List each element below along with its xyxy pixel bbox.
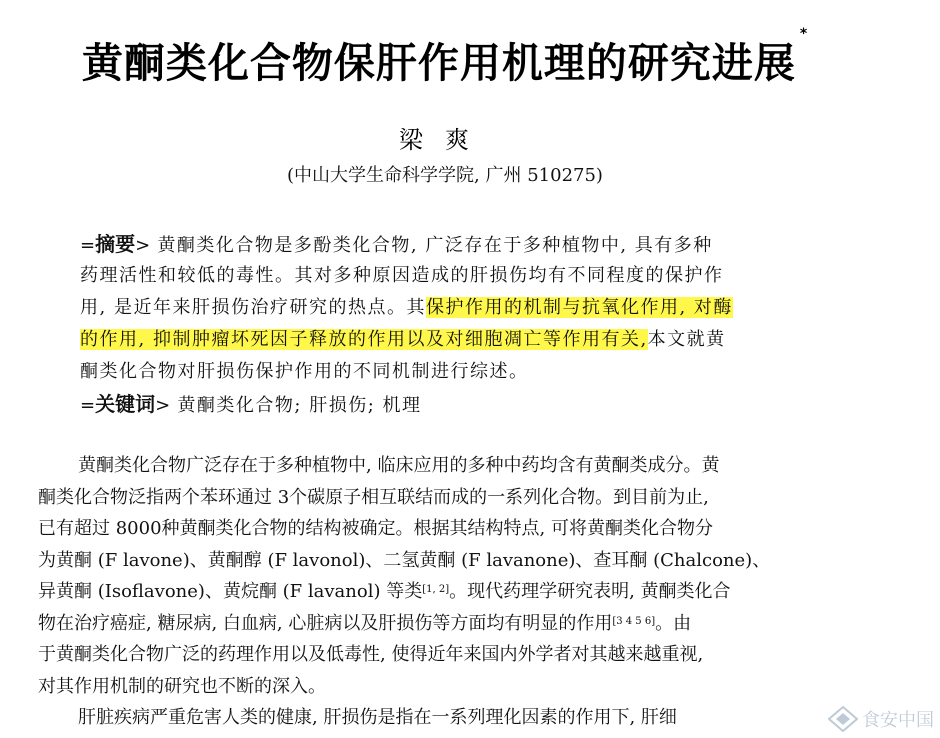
- body-text: 为黄酮 (F lavone)、黄酮醇 (F lavonol)、二氢黄酮 (F lavanone)、查耳酮 (Chalcone)、: [38, 549, 771, 571]
- highlighted-text: 保护作用的机制与抗氧化作用, 对酶: [425, 297, 733, 318]
- body-text: 已有超过 8000种黄酮类化合物的结构被确定。根据其结构特点, 可将黄酮类化合物分: [38, 518, 713, 539]
- abstract-line: [80, 324, 840, 356]
- title-footnote-mark: *: [799, 26, 809, 42]
- body-text: 物在治疗癌症, 糖尿病, 白血病, 心脏病以及肝损伤等方面均有明显的作用: [38, 612, 613, 634]
- body-line: [38, 671, 868, 703]
- body-line: [38, 639, 868, 671]
- author-affiliation: (中山大学生命科学学院, 广州 510275): [287, 165, 603, 186]
- body-text: 于黄酮类化合物广泛的药理作用以及低毒性, 使得近年来国内外学者对其越来越重视,: [38, 644, 704, 665]
- body-text: 。由: [655, 612, 692, 634]
- citation-ref: [1, 2]: [422, 584, 450, 595]
- abstract-line: [80, 228, 840, 260]
- body-text: 。现代药理学研究表明, 黄酮类化合: [449, 581, 731, 602]
- body-line: [38, 513, 868, 545]
- bracket-close-mark: >: [135, 235, 151, 256]
- abstract-label: 摘要: [95, 232, 136, 256]
- site-watermark: [828, 706, 934, 732]
- body-line: [38, 545, 868, 577]
- body-text: 肝脏疾病严重危害人类的健康, 肝损伤是指在一系列理化因素的作用下, 肝细: [78, 707, 677, 728]
- bracket-open-mark: =: [80, 395, 96, 416]
- body-line: [38, 576, 868, 608]
- abstract-line: [80, 292, 840, 324]
- keywords-line: [80, 388, 840, 420]
- diamond-logo-icon: [828, 706, 858, 732]
- abstract-text: 本文就黄: [647, 329, 726, 350]
- abstract-text: 用, 是近年来肝损伤治疗研究的热点。其: [80, 297, 426, 318]
- keywords-label: 关键词: [95, 392, 156, 416]
- abstract-line: [80, 260, 840, 292]
- paper-title: [0, 26, 890, 89]
- abstract-text: 药理活性和较低的毒性。其对多种原因造成的肝损伤均有不同程度的保护作: [80, 265, 724, 286]
- bracket-close-mark: >: [155, 395, 171, 416]
- highlighted-text: 的作用, 抑制肿瘤坏死因子释放的作用以及对细胞凋亡等作用有关,: [80, 329, 648, 350]
- abstract-section: [80, 228, 840, 420]
- citation-ref: [3 4 5 6]: [612, 615, 656, 627]
- body-text: 酮类化合物泛指两个苯环通过 3个碳原子相互联结而成的一系列化合物。到目前为止,: [38, 486, 709, 508]
- abstract-text: 酮类化合物对肝损伤保护作用的不同机制进行综述。: [80, 361, 529, 382]
- body-text: 对其作用机制的研究也不断的深入。: [38, 675, 326, 697]
- body-paragraphs: [38, 450, 868, 734]
- keywords-text: 黄酮类化合物; 肝损伤; 机理: [177, 395, 422, 416]
- title-text: 黄酮类化合物保肝作用机理的研究进展: [81, 39, 796, 87]
- watermark-text: 食安中国: [862, 710, 934, 731]
- body-text: 异黄酮 (Isoflavone)、黄烷酮 (F lavanol) 等类: [38, 581, 423, 602]
- body-line: [38, 702, 868, 734]
- body-line: [38, 450, 868, 482]
- abstract-line: [80, 356, 840, 388]
- body-text: 黄酮类化合物广泛存在于多种植物中, 临床应用的多种中药均含有黄酮类成分。黄: [78, 455, 720, 476]
- abstract-text: 黄酮类化合物是多酚类化合物, 广泛存在于多种植物中, 具有多种: [157, 235, 713, 256]
- body-line: [38, 482, 868, 514]
- body-line: [38, 608, 868, 640]
- author-name: 梁爽: [399, 126, 491, 154]
- bracket-open-mark: =: [80, 235, 96, 256]
